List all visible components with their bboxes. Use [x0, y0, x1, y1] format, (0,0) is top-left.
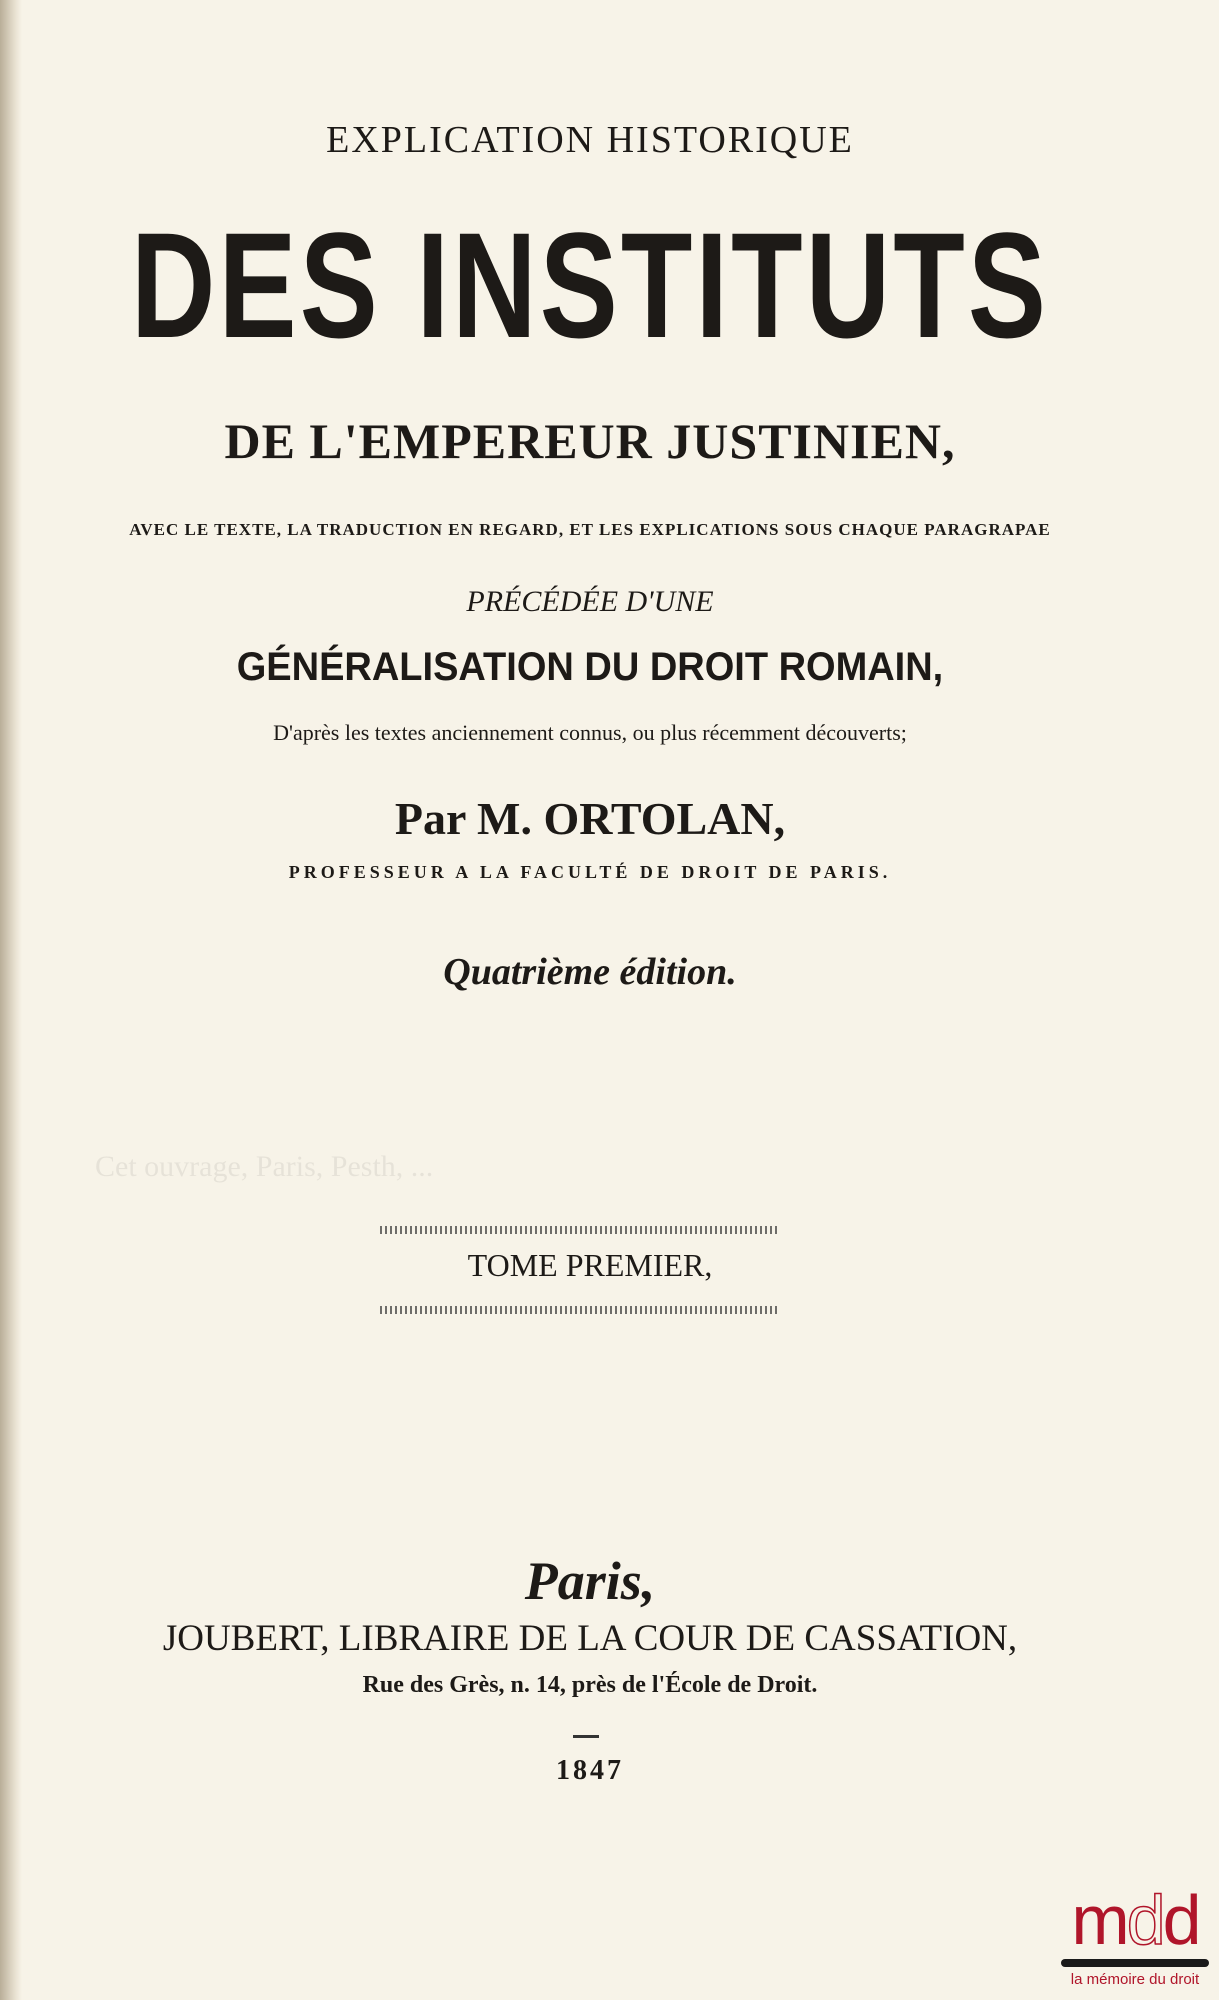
- preceded-line: PRÉCÉDÉE D'UNE: [466, 585, 714, 618]
- sources-line: D'après les textes anciennement connus, ou plus récemment découverts;: [273, 720, 907, 745]
- year: 1847: [556, 1755, 624, 1786]
- wavy-rule-top: [380, 1226, 780, 1234]
- page-edge-shadow: [0, 0, 22, 2000]
- wavy-rule-bottom: [380, 1306, 780, 1314]
- edition: Quatrième édition.: [443, 951, 737, 993]
- subtitle: DE L'EMPEREUR JUSTINIEN,: [224, 413, 956, 469]
- volume: TOME PREMIER,: [467, 1247, 713, 1283]
- supertitle: EXPLICATION HISTORIQUE: [326, 119, 854, 161]
- mdd-logo: [1055, 1881, 1215, 1988]
- logo-mark: mdd: [1071, 1881, 1199, 1959]
- description: AVEC LE TEXTE, LA TRADUCTION EN REGARD, ET LES EXPLICATIONS SOUS CHAQUE PARAGRAPAE: [129, 520, 1051, 539]
- bleed-through-text: Cet ouvrage, Paris, Pesth, ...: [95, 1150, 434, 1183]
- generalisation-title: GÉNÉRALISATION DU DROIT ROMAIN,: [236, 645, 944, 689]
- main-title: DES INSTITUTS: [130, 201, 1050, 369]
- city: Paris,: [524, 1551, 656, 1611]
- author-title: PROFESSEUR A LA FACULTÉ DE DROIT DE PARIS.: [288, 862, 892, 882]
- publisher: JOUBERT, LIBRAIRE DE LA COUR DE CASSATION,: [162, 1618, 1018, 1659]
- separator-dash: [573, 1735, 599, 1738]
- logo-tagline: la mémoire du droit: [1070, 1971, 1200, 1988]
- author: Par M. ORTOLAN,: [394, 793, 786, 844]
- logo-bar: [1061, 1959, 1209, 1967]
- address: Rue des Grès, n. 14, près de l'École de Droit.: [362, 1672, 818, 1698]
